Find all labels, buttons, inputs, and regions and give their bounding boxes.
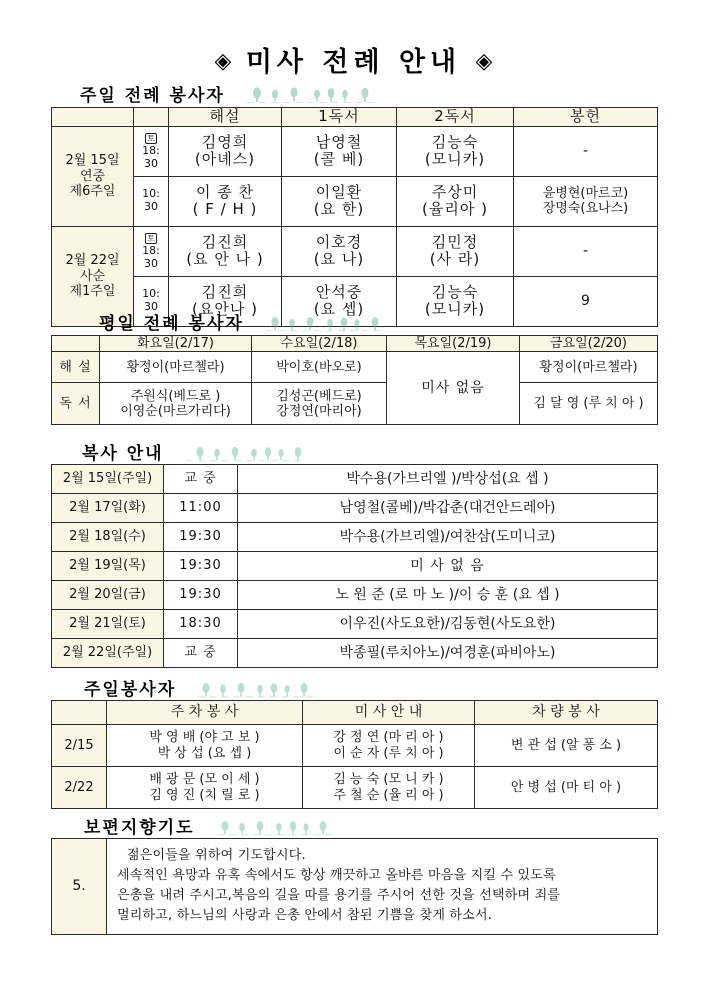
reading2-cell (397, 126, 514, 176)
offering-line-2: 장명숙(요나스) (542, 201, 629, 217)
haeseol-cell (169, 226, 282, 276)
server-time-cell: 교 중 (164, 639, 238, 668)
col-reading-2: 2독서 (397, 108, 514, 127)
offering-line-1: 9 (581, 292, 590, 309)
section-title-text: 복사 안내 (82, 444, 164, 464)
name-line: 이일환 (315, 182, 363, 201)
section-heading-weekday-liturgy (99, 310, 384, 334)
vehicle-cell: 안 병 섭 (마 티 아 ) (475, 767, 658, 809)
volunteer-line-2: 이 순 자 (루 치 아 ) (333, 745, 444, 761)
server-time-cell: 19:30 (164, 581, 238, 610)
server-date-cell: 2월 21일(토) (52, 610, 164, 639)
table-row (52, 226, 658, 276)
service-date-cell: 2/15 (52, 725, 107, 767)
saint-line: (율리아 ) (422, 200, 488, 219)
table-row (52, 581, 658, 610)
server-time-cell: 19:30 (164, 523, 238, 552)
offering-cell (514, 276, 658, 326)
col-blank-2 (134, 108, 169, 127)
table-header-row (52, 108, 658, 127)
tree-decoration-icon (186, 446, 306, 462)
row-label-haeseol: 해 설 (52, 352, 100, 383)
volunteer-line-2: 김 영 진 (치 릴 로 ) (149, 787, 260, 803)
saint-line: (아녜스) (194, 150, 256, 169)
tuesday-reading-cell (100, 383, 252, 425)
reading1-cell (282, 226, 397, 276)
saint-line: (사 라) (429, 250, 481, 269)
section-heading-sunday-liturgy (80, 82, 375, 106)
server-names-cell: 이우진(사도요한)/김동현(사도요한) (238, 610, 658, 639)
page-title (0, 40, 707, 79)
prayer-line-3: 은총을 내려 주시고,복음의 길을 따를 용기를 주시어 선한 것을 선택하며 죄를 (117, 888, 561, 903)
volunteer-line-1: 강 정 연 (마 리 아 ) (333, 730, 444, 746)
server-names-cell: 박수용(가브리엘 )/박상섭(요 셉 ) (238, 465, 658, 494)
name-line: 김진희 (201, 232, 249, 251)
haeseol-cell (169, 176, 282, 226)
tuesday-haeseol-cell: 황정이(마르첼라) (100, 352, 252, 383)
parking-cell (107, 725, 303, 767)
volunteer-line-1: 김 능 숙 (모 니 카 ) (333, 772, 444, 788)
server-date-cell: 2월 20일(금) (52, 581, 164, 610)
time-cell (134, 226, 169, 276)
table-row (52, 352, 658, 383)
saint-line: (모니카) (424, 300, 486, 319)
table-row (52, 523, 658, 552)
thursday-no-mass-cell: 미사 없음 (387, 352, 520, 425)
saint-line: ( F / H ) (192, 200, 258, 219)
section-heading-altar-servers (82, 440, 306, 464)
table-header-row (52, 336, 658, 352)
name-line: 김진희 (201, 282, 249, 301)
table-row (52, 126, 658, 176)
offering-cell (514, 226, 658, 276)
server-time-cell: 18:30 (164, 610, 238, 639)
name-line: 김민정 (431, 232, 479, 251)
weekday-liturgy-table (51, 335, 658, 425)
table-row (52, 176, 658, 226)
time-line-1: 18: (142, 143, 160, 157)
server-date-cell: 2월 19일(목) (52, 552, 164, 581)
name-line: 이호경 (315, 232, 363, 251)
table-row (52, 552, 658, 581)
server-names-cell: 박수용(가브리엘)/여찬삼(도미니코) (238, 523, 658, 552)
col-wednesday: 수요일(2/18) (252, 336, 387, 352)
name-line: 김영희 (201, 132, 249, 151)
friday-haeseol-cell: 황정이(마르첼라) (520, 352, 658, 383)
volunteer-line-1: 박 영 배 (야 고 보 ) (149, 730, 260, 746)
saint-line: (요 셉) (313, 300, 365, 319)
col-tuesday: 화요일(2/17) (100, 336, 252, 352)
col-thursday: 목요일(2/19) (387, 336, 520, 352)
haeseol-cell (169, 126, 282, 176)
parking-cell (107, 767, 303, 809)
section-heading-sunday-service (84, 676, 313, 700)
date-line-3: 제1주일 (69, 283, 116, 299)
reader-line-1: 김성곤(베드로) (276, 388, 362, 404)
table-row (52, 839, 658, 935)
day-of-week-badge: 토 (147, 133, 155, 143)
section-heading-general-intercessions (84, 814, 332, 838)
wednesday-haeseol-cell: 박이호(바오로) (252, 352, 387, 383)
sunday-service-table (51, 700, 658, 809)
diamond-right-icon: ◈ (475, 49, 493, 74)
date-line-3: 제6주일 (69, 183, 116, 199)
server-names-cell: 미 사 없 음 (238, 552, 658, 581)
prayer-number-cell: 5. (52, 839, 107, 935)
table-row (52, 494, 658, 523)
reader-line-1: 주원식(베드로 ) (130, 388, 221, 404)
server-time-cell: 19:30 (164, 552, 238, 581)
date-line-2: 사순 (79, 268, 106, 284)
table-row (52, 725, 658, 767)
section-title-text: 주일 전례 봉사자 (80, 86, 225, 106)
name-line: 김능숙 (431, 282, 479, 301)
reading2-cell (397, 226, 514, 276)
time-line-2: 30 (144, 200, 158, 214)
server-names-cell: 남영철(콜베)/박갑춘(대건안드레아) (238, 494, 658, 523)
col-offering: 봉헌 (514, 108, 658, 127)
tree-decoration-icon (198, 682, 313, 698)
diamond-left-icon: ◈ (214, 49, 232, 74)
prayer-line-2: 세속적인 욕망과 유혹 속에서도 항상 깨끗하고 올바른 마음을 지킬 수 있도록 (117, 867, 556, 883)
vehicle-cell: 변 관 섭 (알 퐁 소 ) (475, 725, 658, 767)
name-line: 김능숙 (431, 132, 479, 151)
altar-servers-table (51, 464, 658, 668)
tree-decoration-icon (266, 316, 384, 332)
col-blank (52, 336, 100, 352)
volunteer-line-1: 배 광 문 (모 이 세 ) (149, 772, 260, 788)
offering-cell (514, 126, 658, 176)
time-cell (134, 176, 169, 226)
prayer-line-1: 젊은이들을 위하여 기도합시다. (127, 847, 306, 863)
reader-line-2: 이영순(마르가리다) (120, 403, 231, 419)
prayer-body (109, 842, 655, 932)
tree-decoration-icon (247, 87, 375, 104)
col-friday: 금요일(2/20) (520, 336, 658, 352)
reader-line-2: 강정연(마리아) (276, 403, 362, 419)
server-date-cell: 2월 15일(주일) (52, 465, 164, 494)
table-row (52, 610, 658, 639)
section-title-text: 평일 전례 봉사자 (99, 314, 244, 334)
col-reading-1: 1독서 (282, 108, 397, 127)
col-parking: 주 차 봉 사 (107, 701, 303, 725)
volunteer-line-2: 박 상 섭 (요 셉 ) (157, 745, 252, 761)
name-line: 안석중 (315, 282, 363, 301)
saint-line: (요 한) (313, 200, 365, 219)
col-usher: 미 사 안 내 (303, 701, 475, 725)
tree-decoration-icon (217, 820, 332, 836)
server-time-cell: 11:00 (164, 494, 238, 523)
saint-line: (요 안 나 ) (186, 250, 264, 269)
server-date-cell: 2월 18일(수) (52, 523, 164, 552)
page-title-text: 미사 전례 안내 (245, 47, 462, 78)
date-line-2: 연중 (79, 168, 106, 184)
date-cell (52, 126, 134, 226)
server-time-cell: 교 중 (164, 465, 238, 494)
time-line-2: 30 (144, 156, 158, 170)
time-line-1: 10: (142, 287, 160, 301)
service-date-cell: 2/22 (52, 767, 107, 809)
server-date-cell: 2월 22일(주일) (52, 639, 164, 668)
reading2-cell (397, 176, 514, 226)
server-names-cell: 박종필(루치아노)/여경훈(파비아노) (238, 639, 658, 668)
section-title-text: 보편지향기도 (84, 818, 195, 838)
time-line-2: 30 (144, 256, 158, 270)
reading1-cell (282, 176, 397, 226)
server-names-cell: 노 원 준 (로 마 노 )/이 승 훈 (요 셉 ) (238, 581, 658, 610)
name-line: 남영철 (315, 132, 363, 151)
table-row (52, 639, 658, 668)
saint-line: (모니카) (424, 150, 486, 169)
time-line-2: 30 (144, 300, 158, 314)
name-line: 주상미 (431, 182, 479, 201)
table-header-row (52, 701, 658, 725)
date-line-1: 2월 22일 (65, 253, 120, 269)
day-of-week-badge: 토 (147, 233, 155, 243)
offering-cell (514, 176, 658, 226)
friday-reading-cell: 김 달 영 (루 치 아 ) (520, 383, 658, 425)
col-vehicle: 차 량 봉 사 (475, 701, 658, 725)
offering-line-1: - (582, 242, 589, 259)
prayer-line-4: 멀리하고, 하느님의 사랑과 은총 안에서 참된 기쁨을 찾게 하소서. (117, 908, 493, 924)
time-line-1: 18: (142, 243, 160, 257)
sunday-liturgy-table (51, 107, 658, 327)
name-line: 이 종 찬 (195, 182, 254, 201)
reading2-cell (397, 276, 514, 326)
volunteer-line-2: 주 철 순 (율 리 아 ) (333, 787, 444, 803)
prayer-text-cell (107, 839, 658, 935)
col-blank (52, 701, 107, 725)
wednesday-reading-cell (252, 383, 387, 425)
server-date-cell: 2월 17일(화) (52, 494, 164, 523)
section-title-text: 주일봉사자 (84, 680, 177, 700)
offering-line-1: - (582, 142, 589, 159)
reading1-cell (282, 126, 397, 176)
usher-cell (303, 767, 475, 809)
time-line-1: 10: (142, 187, 160, 201)
saint-line: (콜 베) (313, 150, 365, 169)
time-cell (134, 126, 169, 176)
table-row (52, 383, 658, 425)
col-haeseol: 해설 (169, 108, 282, 127)
offering-line-1: 윤병현(마르코) (542, 185, 629, 201)
usher-cell (303, 725, 475, 767)
saint-line: (요안나 ) (192, 300, 258, 319)
general-intercessions-table (51, 838, 658, 935)
col-blank-1 (52, 108, 134, 127)
row-label-reading: 독 서 (52, 383, 100, 425)
table-row (52, 767, 658, 809)
date-line-1: 2월 15일 (65, 153, 120, 169)
saint-line: (요 나) (313, 250, 365, 269)
table-row (52, 465, 658, 494)
